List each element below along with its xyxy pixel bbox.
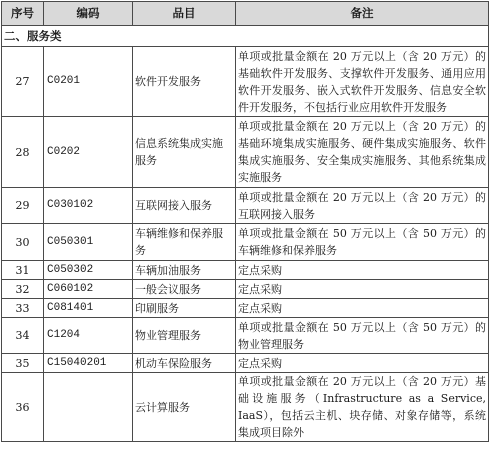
row-seq: 30 <box>2 224 44 261</box>
row-item: 物业管理服务 <box>133 318 236 354</box>
table-row <box>2 299 489 318</box>
row-item: 车辆加油服务 <box>133 261 236 280</box>
section-row <box>2 26 489 47</box>
row-seq: 27 <box>2 47 44 117</box>
header-code: 编码 <box>44 2 133 26</box>
table-row <box>2 354 489 373</box>
row-item: 一般会议服务 <box>133 280 236 299</box>
row-note: 单项或批量金额在 20 万元以上（含 20 万元）的基础软件开发服务、支撑软件开发服务、通用应用软件开发服务、嵌入式软件开发服务、信息安全软件开发服务，不包括行业应用软件开发服务 <box>236 47 489 117</box>
row-code <box>44 373 133 442</box>
row-note: 定点采购 <box>236 261 489 280</box>
row-seq: 29 <box>2 188 44 224</box>
row-note: 单项或批量金额在 50 万元以上（含 50 万元）的物业管理服务 <box>236 318 489 354</box>
row-item: 互联网接入服务 <box>133 188 236 224</box>
row-seq: 33 <box>2 299 44 318</box>
row-code: C0202 <box>44 117 133 188</box>
row-note: 定点采购 <box>236 354 489 373</box>
table-row <box>2 261 489 280</box>
row-item: 车辆维修和保养服务 <box>133 224 236 261</box>
header-note: 备注 <box>236 2 489 26</box>
row-seq: 28 <box>2 117 44 188</box>
row-code: C0201 <box>44 47 133 117</box>
row-note: 定点采购 <box>236 299 489 318</box>
table-row <box>2 188 489 224</box>
row-seq: 36 <box>2 373 44 442</box>
row-code: C081401 <box>44 299 133 318</box>
header-row <box>2 2 489 26</box>
row-note: 定点采购 <box>236 280 489 299</box>
row-item: 云计算服务 <box>133 373 236 442</box>
table-row <box>2 117 489 188</box>
table-row <box>2 318 489 354</box>
row-note: 单项或批量金额在 20 万元以上（含 20 万元）的互联网接入服务 <box>236 188 489 224</box>
section-title: 二、服务类 <box>2 26 489 47</box>
table-row <box>2 47 489 117</box>
row-code: C060102 <box>44 280 133 299</box>
row-code: C030102 <box>44 188 133 224</box>
row-code: C050301 <box>44 224 133 261</box>
row-code: C050302 <box>44 261 133 280</box>
row-item: 软件开发服务 <box>133 47 236 117</box>
row-seq: 31 <box>2 261 44 280</box>
row-item: 印刷服务 <box>133 299 236 318</box>
table-row <box>2 280 489 299</box>
row-note: 单项或批量金额在 20 万元以上（含 20 万元）的基础环境集成实施服务、硬件集成实施服务、软件集成实施服务、安全集成实施服务、其他系统集成实施服务 <box>236 117 489 188</box>
table-row <box>2 373 489 442</box>
row-seq: 34 <box>2 318 44 354</box>
row-item: 信息系统集成实施服务 <box>133 117 236 188</box>
row-code: C1204 <box>44 318 133 354</box>
procurement-catalog-table <box>1 1 489 442</box>
row-item: 机动车保险服务 <box>133 354 236 373</box>
row-note: 单项或批量金额在 50 万元以上（含 50 万元）的车辆维修和保养服务 <box>236 224 489 261</box>
row-code: C15040201 <box>44 354 133 373</box>
table-row <box>2 224 489 261</box>
row-seq: 32 <box>2 280 44 299</box>
header-item: 品目 <box>133 2 236 26</box>
row-seq: 35 <box>2 354 44 373</box>
row-note: 单项或批量金额在 20 万元以上（含 20 万元）基础设施服务（Infrastructure as a Service, IaaS），包括云主机、块存储、对象存储等，系统集成项目除外 <box>236 373 489 442</box>
header-seq: 序号 <box>2 2 44 26</box>
